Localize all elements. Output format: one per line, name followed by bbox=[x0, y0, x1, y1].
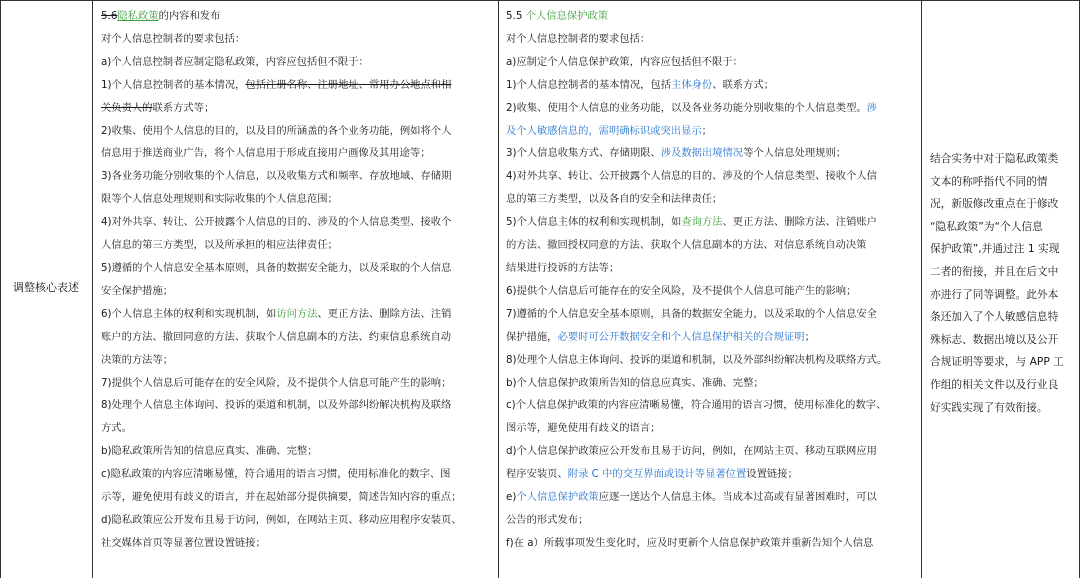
old-clause-segment: 联系方式等； bbox=[152, 101, 215, 114]
old-clause-segment: 示等，避免使用有歧义的语言，并在起始部分提供摘要，简述告知内容的重点； bbox=[101, 491, 462, 504]
new-clause-line bbox=[506, 394, 914, 417]
old-clause-line bbox=[101, 326, 491, 349]
old-clause-line bbox=[101, 486, 491, 509]
new-clause-segment: 等个人信息处理规则； bbox=[743, 147, 847, 160]
new-clause-line bbox=[506, 120, 914, 143]
new-clause-segment: 图示等，避免使用有歧义的语言； bbox=[506, 422, 661, 435]
old-clause-title bbox=[101, 5, 491, 28]
new-clause-segment: 保护措施， bbox=[506, 330, 558, 343]
new-clause-segment: 结果进行投诉的方法等； bbox=[506, 261, 620, 274]
old-clause-title-rest: 的内容和发布 bbox=[158, 10, 221, 22]
new-clause-segment: a)应制定个人信息保护政策，内容应包括但不限于： bbox=[506, 55, 743, 68]
commentary-line: 殊标志、数据出境以及公开 bbox=[930, 332, 1059, 346]
commentary-line: 二者的衔接，并且在后文中 bbox=[930, 264, 1059, 278]
row-header-cell bbox=[1, 1, 93, 578]
new-clause-segment: 3)个人信息收集方式、存储期限、 bbox=[506, 147, 661, 160]
new-clause-segment: 4)对外共享、转让、公开披露个人信息的目的、涉及的个人信息类型、接收个人信 bbox=[506, 170, 877, 183]
old-clause-segment: 访问方法 bbox=[276, 307, 318, 320]
new-clause-line bbox=[506, 280, 914, 303]
old-clause-line bbox=[101, 394, 491, 417]
new-clause-line bbox=[506, 188, 914, 211]
new-clause-text bbox=[506, 5, 914, 555]
new-clause-line bbox=[506, 303, 914, 326]
new-clause-segment: ； bbox=[804, 330, 815, 343]
old-clause-line bbox=[101, 532, 491, 555]
new-clause-segment: 2)收集、使用个人信息的业务功能，以及各业务功能分别收集的个人信息类型。 bbox=[506, 101, 867, 114]
new-clause-segment: 8)处理个人信息主体询问、投诉的渠道和机制，以及外部纠纷解决机构及联络方式。 bbox=[506, 353, 888, 366]
old-clause-segment: 关负责人的 bbox=[101, 101, 153, 114]
old-clause-line bbox=[101, 51, 491, 74]
new-clause-segment: 查询方法 bbox=[681, 216, 723, 229]
new-clause-segment: 涉 bbox=[866, 101, 877, 114]
old-clause-segment: 4)对外共享、转让、公开披露个人信息的目的、涉及的个人信息类型、接收个 bbox=[101, 216, 452, 229]
old-clause-cell bbox=[93, 1, 499, 578]
old-clause-line bbox=[101, 372, 491, 395]
new-clause-segment: 6)提供个人信息后可能存在的安全风险，及不提供个人信息可能产生的影响； bbox=[506, 284, 857, 297]
new-clause-segment: d)个人信息保护政策应公开发布且易于访问，例如，在网站主页、移动互联网应用 bbox=[506, 445, 877, 458]
old-clause-segment: 包括注册名称、注册地址、常用办公地点和相 bbox=[245, 78, 452, 91]
old-clause-line bbox=[101, 165, 491, 188]
new-clause-segment: c)个人信息保护政策的内容应清晰易懂，符合通用的语言习惯，使用标准化的数字、 bbox=[506, 399, 887, 412]
new-clause-segment: 、更正方法、删除方法、注销账户 bbox=[722, 216, 877, 229]
new-clause-line bbox=[506, 532, 914, 555]
new-clause-segment: 必要时可公开数据安全和个人信息保护相关的合规证明 bbox=[557, 330, 805, 343]
old-clause-segment: 、更正方法、删除方法、注销 bbox=[317, 307, 452, 320]
row-header: 调整核心表述 bbox=[13, 281, 79, 294]
old-clause-segment: 信息用于推送商业广告，将个人信息用于形成直接用户画像及其用途等； bbox=[101, 147, 431, 160]
old-clause-segment: 安全保护措施； bbox=[101, 284, 174, 297]
old-clause-line bbox=[101, 97, 491, 120]
new-clause-line bbox=[506, 463, 914, 486]
old-clause-segment: c)隐私政策的内容应清晰易懂，符合通用的语言习惯，使用标准化的数字、图 bbox=[101, 468, 451, 481]
old-clause-segment: 决策的方法等； bbox=[101, 353, 174, 366]
commentary-line: 保护政策”,并通过注 1 实现 bbox=[930, 242, 1060, 256]
new-clause-line bbox=[506, 349, 914, 372]
old-clause-line bbox=[101, 349, 491, 372]
old-clause-segment: a)个人信息控制者应制定隐私政策，内容应包括但不限于： bbox=[101, 55, 369, 68]
old-clause-line bbox=[101, 303, 491, 326]
old-clause-segment: 方式。 bbox=[101, 422, 132, 435]
old-clause-line bbox=[101, 28, 491, 51]
old-clause-segment: b)隐私政策所告知的信息应真实、准确、完整； bbox=[101, 445, 318, 458]
commentary-line: 况，新版修改重点在于修改 bbox=[930, 197, 1059, 211]
commentary-line: 条还加入了个人敏感信息特 bbox=[930, 310, 1059, 324]
commentary-cell bbox=[922, 1, 1079, 578]
commentary-line: 亦进行了同等调整。此外本 bbox=[930, 287, 1059, 301]
new-clause-segment: 息的第三方类型，以及各自的安全和法律责任； bbox=[506, 193, 723, 206]
new-clause-segment: ； bbox=[701, 124, 712, 137]
new-clause-segment: e) bbox=[506, 491, 517, 504]
new-clause-segment: 应逐一送达个人信息主体。当成本过高或有显著困难时，可以 bbox=[598, 491, 877, 504]
old-clause-segment: 人信息的第三方类型，以及所承担的相应法律责任； bbox=[101, 239, 338, 252]
old-clause-segment: 5)遵循的个人信息安全基本原则，具备的数据安全能力，以及采取的个人信息 bbox=[101, 261, 452, 274]
new-clause-segment: 7)遵循的个人信息安全基本原则，具备的数据安全能力，以及采取的个人信息安全 bbox=[506, 307, 877, 320]
new-clause-line bbox=[506, 486, 914, 509]
new-clause-line bbox=[506, 211, 914, 234]
new-clause-line bbox=[506, 165, 914, 188]
new-clause-title-text: 个人信息保护政策 bbox=[525, 10, 609, 22]
old-clause-title-changed: 隐私政策 bbox=[117, 10, 159, 22]
new-clause-segment: 附录 C 中的交互界面或设计等显著位置 bbox=[567, 468, 747, 481]
old-clause-number: 5.6 bbox=[101, 10, 118, 22]
old-clause-line bbox=[101, 188, 491, 211]
new-clause-line bbox=[506, 417, 914, 440]
old-clause-segment: 7)提供个人信息后可能存在的安全风险，及不提供个人信息可能产生的影响； bbox=[101, 376, 452, 389]
new-clause-segment: 个人信息保护政策 bbox=[516, 491, 599, 504]
new-clause-line bbox=[506, 257, 914, 280]
old-clause-line bbox=[101, 211, 491, 234]
old-clause-segment: 8)处理个人信息主体询问、投诉的渠道和机制，以及外部纠纷解决机构及联络 bbox=[101, 399, 452, 412]
commentary-line: “隐私政策”为“个人信息 bbox=[930, 219, 1043, 233]
old-clause-line bbox=[101, 120, 491, 143]
new-clause-segment: 主体身份 bbox=[671, 78, 713, 91]
new-clause-segment: 公告的形式发布； bbox=[506, 513, 589, 526]
new-clause-segment: f)在 a）所载事项发生变化时，应及时更新个人信息保护政策并重新告知个人信息 bbox=[506, 536, 874, 549]
new-clause-segment: b)个人信息保护政策所告知的信息应真实、准确、完整； bbox=[506, 376, 764, 389]
new-clause-segment: 及个人敏感信息的，需明确标识或突出显示 bbox=[506, 124, 702, 137]
new-clause-segment: 、联系方式； bbox=[712, 78, 774, 91]
commentary-line: 作组的相关文件以及行业良 bbox=[930, 377, 1059, 391]
new-clause-line bbox=[506, 142, 914, 165]
new-clause-line bbox=[506, 28, 914, 51]
old-clause-line bbox=[101, 440, 491, 463]
old-clause-segment: 6)个人信息主体的权利和实现机制，如 bbox=[101, 307, 277, 320]
commentary-line: 文本的称呼指代不同的情 bbox=[930, 174, 1048, 188]
old-clause-segment: 账户的方法、撤回同意的方法、获取个人信息副本的方法、约束信息系统自动 bbox=[101, 330, 452, 343]
new-clause-segment: 涉及数据出境情况 bbox=[660, 147, 744, 160]
new-clause-line bbox=[506, 97, 914, 120]
old-clause-line bbox=[101, 74, 491, 97]
old-clause-line bbox=[101, 142, 491, 165]
new-clause-line bbox=[506, 372, 914, 395]
old-clause-segment: 对个人信息控制者的要求包括： bbox=[101, 32, 246, 45]
new-clause-segment: 的方法、撤回授权同意的方法、获取个人信息副本的方法、对信息系统自动决策 bbox=[506, 239, 867, 252]
new-clause-cell bbox=[499, 1, 922, 578]
new-clause-segment: 5)个人信息主体的权利和实现机制，如 bbox=[506, 216, 682, 229]
old-clause-line bbox=[101, 257, 491, 280]
new-clause-line bbox=[506, 509, 914, 532]
old-clause-line bbox=[101, 417, 491, 440]
new-clause-line bbox=[506, 74, 914, 97]
new-clause-segment: 程序安装页、 bbox=[506, 468, 568, 481]
old-clause-line bbox=[101, 280, 491, 303]
new-clause-segment: 设置链接； bbox=[746, 468, 798, 481]
old-clause-segment: 2)收集、使用个人信息的目的，以及目的所涵盖的各个业务功能，例如将个人 bbox=[101, 124, 452, 137]
old-clause-segment: d)隐私政策应公开发布且易于访问，例如，在网站主页、移动应用程序安装页、 bbox=[101, 513, 462, 526]
old-clause-line bbox=[101, 509, 491, 532]
new-clause-number: 5.5 bbox=[506, 10, 523, 22]
old-clause-text bbox=[101, 5, 491, 555]
commentary-text bbox=[930, 148, 1073, 419]
new-clause-title bbox=[506, 5, 914, 28]
old-clause-segment: 1)个人信息控制者的基本情况， bbox=[101, 78, 246, 91]
old-clause-segment: 社交媒体首页等显著位置设置链接； bbox=[101, 536, 266, 549]
old-clause-segment: 限等个人信息处理规则和实际收集的个人信息范围； bbox=[101, 193, 338, 206]
commentary-line: 好实践实现了有效衔接。 bbox=[930, 400, 1048, 414]
commentary-line: 合规证明等要求，与 APP 工 bbox=[930, 355, 1064, 369]
new-clause-line bbox=[506, 326, 914, 349]
new-clause-line bbox=[506, 440, 914, 463]
new-clause-line bbox=[506, 234, 914, 257]
new-clause-segment: 对个人信息控制者的要求包括： bbox=[506, 32, 651, 45]
old-clause-segment: 3)各业务功能分别收集的个人信息，以及收集方式和频率、存放地域、存储期 bbox=[101, 170, 452, 183]
commentary-line: 结合实务中对于隐私政策类 bbox=[930, 152, 1059, 165]
new-clause-segment: 1)个人信息控制者的基本情况，包括 bbox=[506, 78, 672, 91]
old-clause-line bbox=[101, 234, 491, 257]
old-clause-line bbox=[101, 463, 491, 486]
new-clause-line bbox=[506, 51, 914, 74]
